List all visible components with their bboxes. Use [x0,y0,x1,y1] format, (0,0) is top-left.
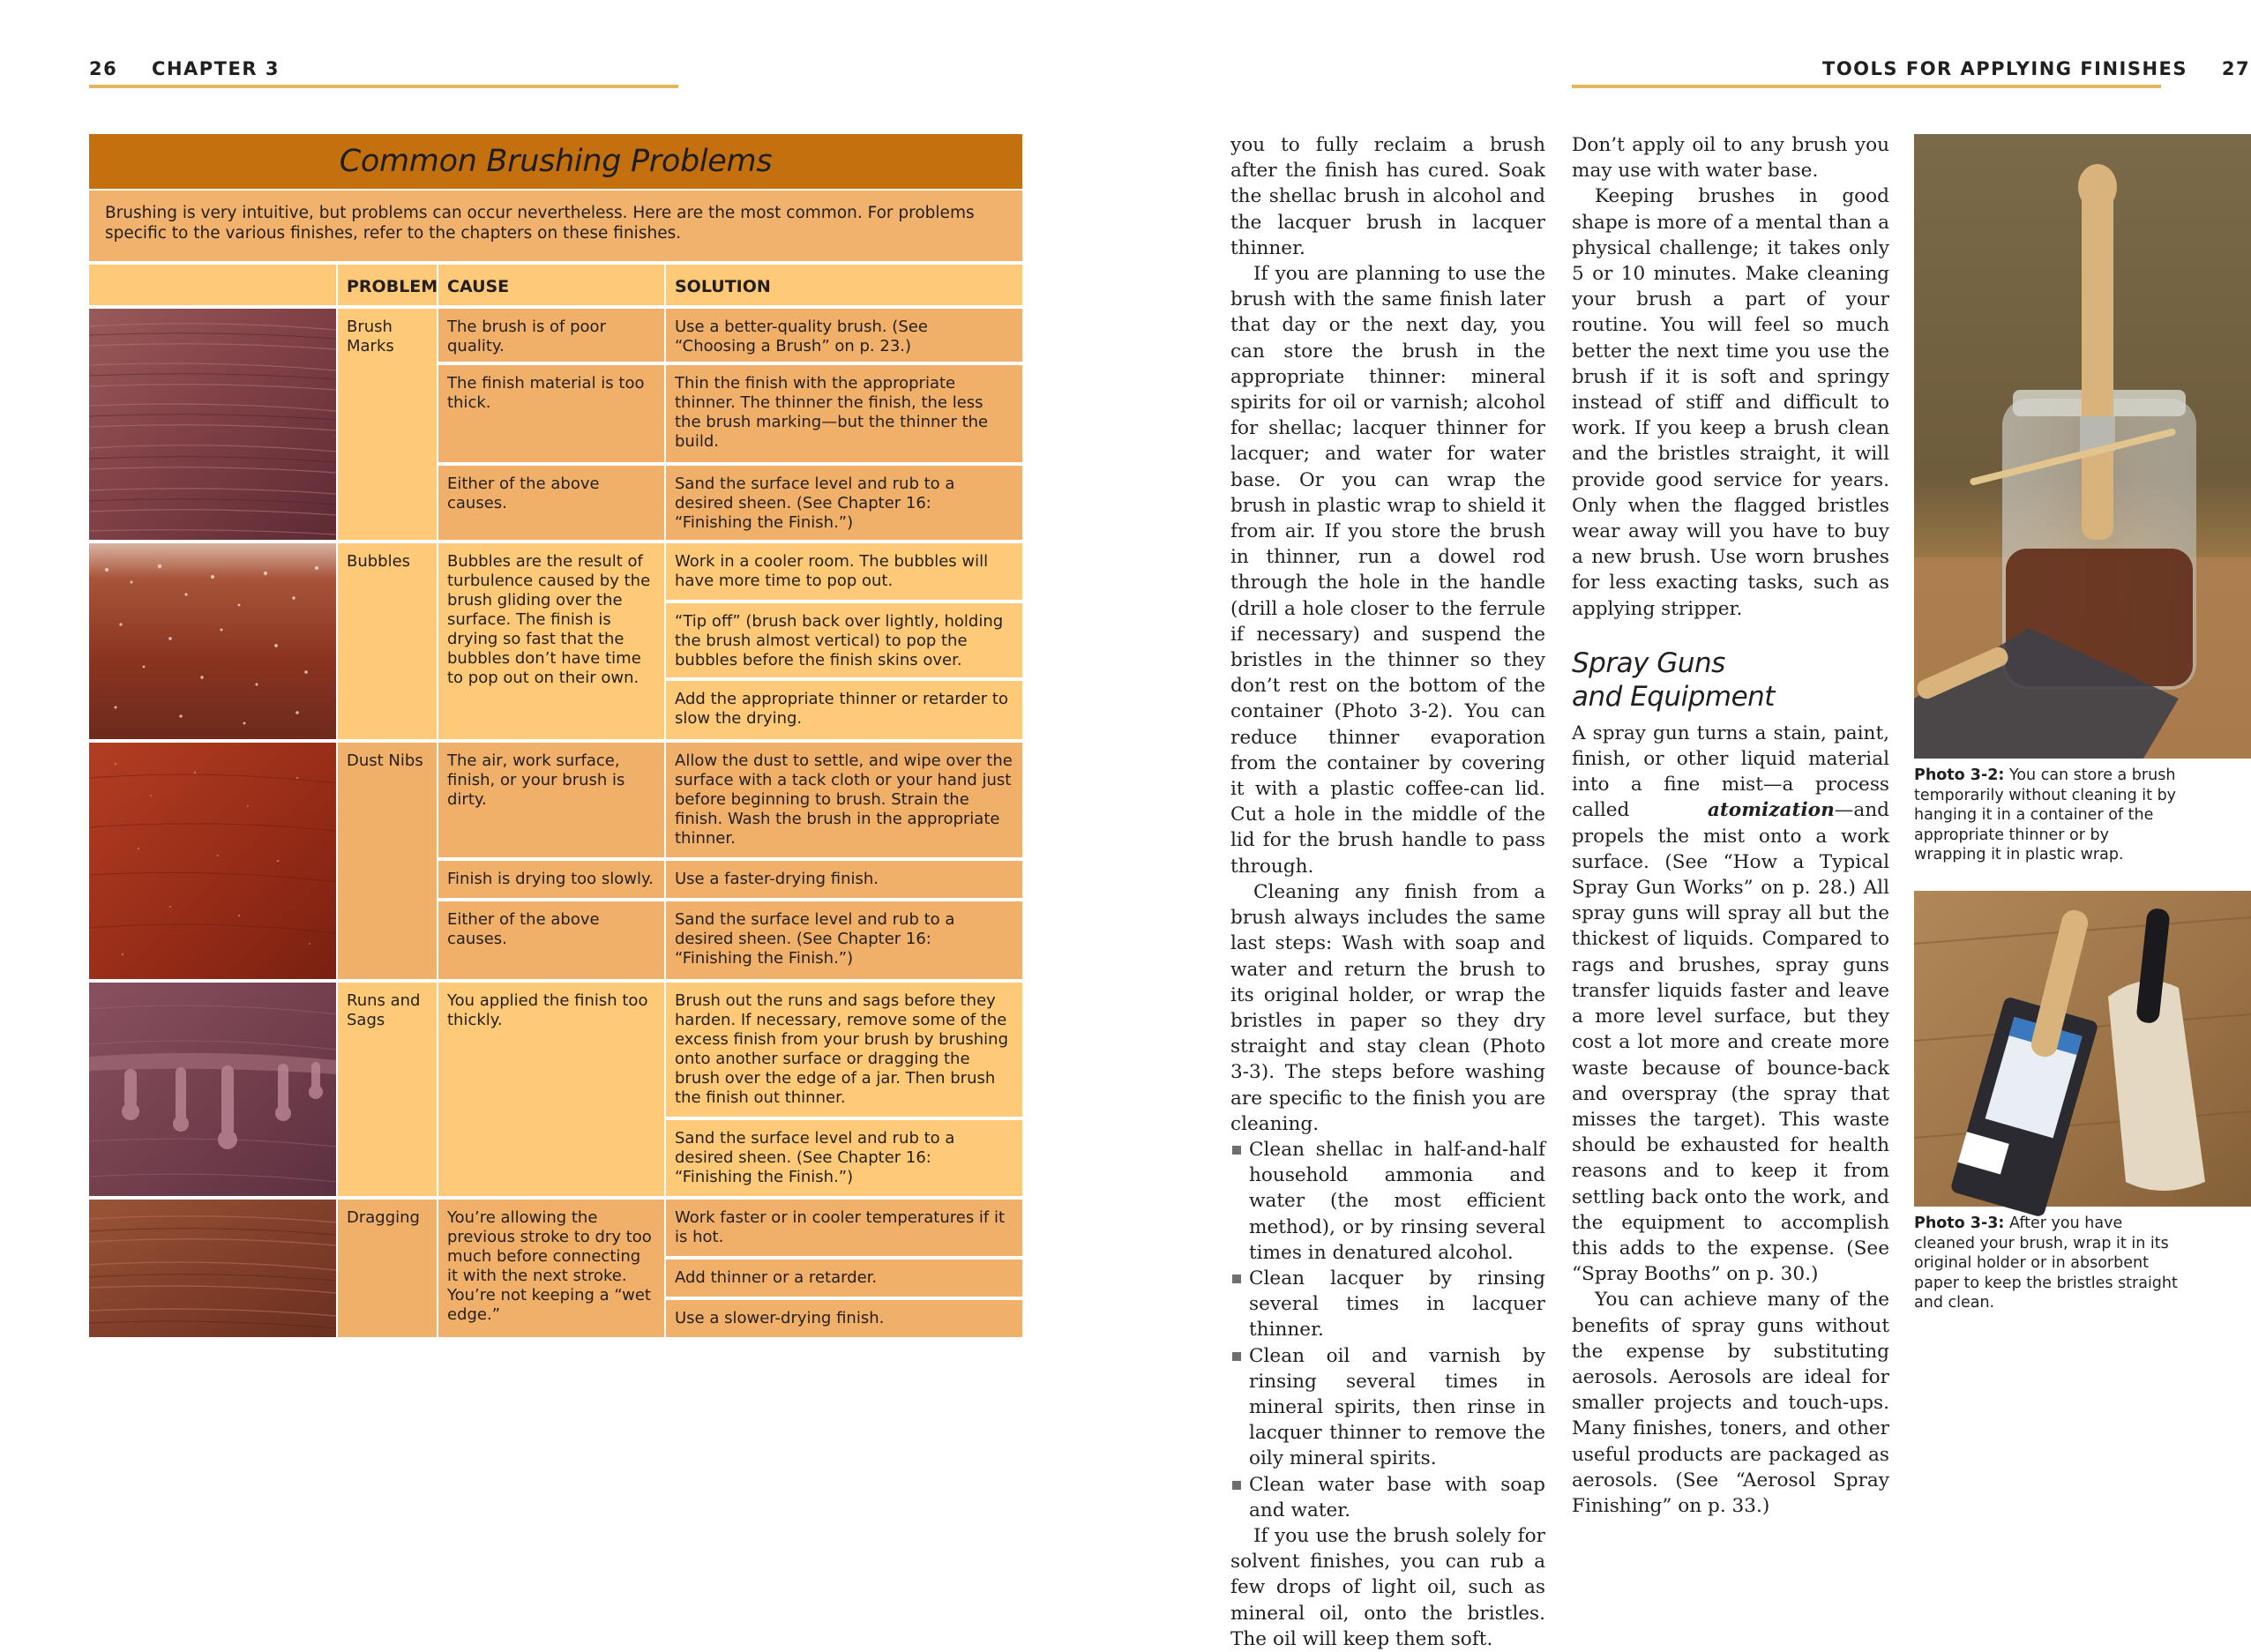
problem-runs-and-sags: Runs and Sags [338,983,437,1196]
photo-brush-in-jar [1914,134,2251,759]
solution-cell: Sand the surface level and rub to a desired sheen. (See Chapter 16: “Finishing the Finish.”) [666,901,1022,979]
left-running-head [89,58,280,79]
solution-cell: Thin the finish with the appropriate thinner. The thinner the finish, the less the brush marking—but the thinner the build. [666,365,1022,462]
cause-cell: Either of the above causes. [438,901,664,979]
list-item: Clean water base with soap and water. [1230,1472,1545,1523]
solution-cell: “Tip off” (brush back over lightly, holding the brush almost vertical) to pop the bubbles before the finish skins over. [666,603,1022,677]
cause-cell: Finish is drying too slowly. [438,861,664,898]
cause-cell: You’re allowing the previous stroke to dry too much before connecting it with the next stroke. You’re not keeping a “wet edge.” [438,1200,664,1337]
photo-3-3-caption [1914,1214,2179,1313]
list-item: Clean shellac in half-and-half household ammonia and water (the most efficient method), or by rinsing several times in denatured alcohol. [1230,1137,1545,1266]
paragraph: If you use the brush solely for solvent finishes, you can rub a few drops of light oil, such as mineral oil, onto the bristles. The oil will keep them soft. [1230,1524,1545,1650]
paragraph [1572,721,1889,1287]
paragraph: You can achieve many of the benefits of spray guns without the expense by substituting aerosols. Aerosols are ideal for smaller projects and touch-ups. Many finishes, toners, and other useful products are packaged as aerosols. (See “Aerosol Spray Finishing” on p. 33.) [1572,1289,1889,1517]
dragging-photo [89,1200,336,1337]
header-cause: CAUSE [438,265,664,305]
solution-cell: Work in a cooler room. The bubbles will have more time to pop out. [666,543,1022,600]
solution-cell: Add the appropriate thinner or retarder to slow the drying. [666,681,1022,739]
problem-brush-marks: Brush Marks [338,309,437,540]
text-run: A spray gun turns a stain, paint, finish, or other liquid material into a fine mist—a process called [1572,721,1889,822]
solution-cell: Use a slower-drying finish. [666,1300,1022,1337]
body-column-1 [1230,132,1545,1652]
paragraph: If you are planning to use the brush with the same finish later that day or the next day, you can store the brush in the appropriate thinner: mineral spirits for oil or varnish; alcohol for shellac; lacquer thinner for lacquer; and water for water base. Or you can wrap the brush in plastic wrap to shield it from air. If you store the brush in thinner, run a dowel rod through the hole in the handle (drill a hole closer to the ferrule if necessary) and suspend the bristles in the thinner so they don’t rest on the bottom of the container (Photo 3-2). You can reduce thinner evaporation from the container by covering it with a plastic coffee-can lid. Cut a hole in the middle of the lid for the brush handle to pass through. [1230,263,1545,878]
body-column-2 [1572,132,1889,1519]
header-problem: PROBLEM [338,265,437,305]
sidebar-intro: Brushing is very intuitive, but problems can occur nevertheless. Here are the most common. For problems specific to the various finishes, refer to the chapters on these finishes. [89,191,1022,261]
solution-cell: Sand the surface level and rub to a desired sheen. (See Chapter 16: “Finishing the Finish.”) [666,466,1022,540]
list-item: Clean oil and varnish by rinsing several times in mineral spirits, then rinse in lacquer thinner to remove the oily mineral spirits. [1230,1343,1545,1472]
caption-label: Photo 3-2: [1914,766,2005,784]
problem-dust-nibs: Dust Nibs [338,743,437,979]
right-running-head [1822,58,2250,79]
problem-bubbles: Bubbles [338,543,437,739]
section-label: TOOLS FOR APPLYING FINISHES [1822,58,2188,79]
solution-cell: Work faster or in cooler temperatures if it is hot. [666,1200,1022,1256]
heading-line: and Equipment [1572,680,1775,713]
solution-cell: Allow the dust to settle, and wipe over the surface with a tack cloth or your hand just before beginning to brush. Strain the finish. Wash the brush in the appropriate thinner. [666,743,1022,857]
caption-text: After you have cleaned your brush, wrap it in its original holder or in absorbent paper to keep the bristles straight and clean. [1914,1215,2178,1312]
cause-cell: Bubbles are the result of turbulence caused by the brush gliding over the surface. The finish is drying so fast that the bubbles don’t have time to pop out on their own. [438,543,664,739]
sidebar-title: Common Brushing Problems [89,134,1022,189]
paragraph: Keeping brushes in good shape is more of a mental than a physical challenge; it takes only 5 or 10 minutes. Make cleaning your brush a part of your routine. You will feel so much better the next time you use the brush if it is soft and springy instead of stiff and difficult to work. If you keep a brush clean and the bristles straight, it will provide good service for years. Only when the flagged bristles wear away will you have to buy a new brush. Use worn brushes for less exacting tasks, such as applying stripper. [1572,185,1889,620]
solution-cell: Sand the surface level and rub to a desired sheen. (See Chapter 16: “Finishing the Finish.”) [666,1120,1022,1196]
cause-cell: Either of the above causes. [438,466,664,540]
brushing-problems-sidebar [89,134,1022,1337]
problem-dragging: Dragging [338,1200,437,1337]
cleaning-bullet-list [1230,1137,1545,1523]
photo-3-2-caption [1914,766,2179,865]
paragraph: Don’t apply oil to any brush you may use with water base. [1572,134,1889,183]
term-atomization: atomization [1707,799,1835,822]
caption-label: Photo 3-3: [1914,1215,2005,1232]
cause-cell: The air, work surface, finish, or your brush is dirty. [438,743,664,857]
paragraph: Cleaning any finish from a brush always includes the same last steps: Wash with soap and water and return the brush to its original holder, or wrap the bristles in paper so they dry straight and stay clean (Photo 3-3). The steps before washing are specific to the finish you are cleaning. [1230,880,1545,1135]
caption-text: You can store a brush temporarily without cleaning it by hanging it in a container of the appropriate thinner or by wrapping it in plastic wrap. [1914,766,2177,863]
solution-cell: Use a faster-drying finish. [666,861,1022,898]
cause-cell: You applied the finish too thickly. [438,983,664,1196]
dust-nibs-photo [89,743,336,979]
runs-and-sags-photo [89,983,336,1196]
heading-line: Spray Guns [1572,647,1725,679]
right-head-rule [1572,85,2161,88]
header-blank-cell [89,265,336,305]
left-head-rule [89,85,678,88]
header-solution: SOLUTION [666,265,1022,305]
chapter-label: CHAPTER 3 [152,58,280,79]
brush-marks-photo [89,309,336,540]
left-page-number: 26 [89,58,118,79]
photo-brush-in-holder [1914,891,2251,1207]
right-page-number: 27 [2221,58,2251,79]
list-item: Clean lacquer by rinsing several times in lacquer thinner. [1230,1266,1545,1343]
bubbles-photo [89,543,336,739]
section-heading-spray-guns [1572,647,1889,714]
cause-cell: The brush is of poor quality. [438,309,664,362]
solution-cell: Add thinner or a retarder. [666,1260,1022,1297]
cause-cell: The finish material is too thick. [438,365,664,462]
text-run: —and propels the mist onto a work surface. (See “How a Typical Spray Gun Works” on p. 28.) All spray guns will spray all but the thickest of liquids. Compared to rags and brushes, spray guns transfer liquids faster and leave a more level surface, but they cost a lot more and create more waste because of bounce-back and overspray (the spray that misses the target). This waste should be exhausted for health reasons and to keep it from settling back onto the work, and the equipment to accomplish this adds to the expense. (See “Spray Booths” on p. 30.) [1572,799,1889,1286]
solution-cell: Brush out the runs and sags before they harden. If necessary, remove some of the excess finish from your brush by brushing onto another surface or dragging the brush over the edge of a jar. Then brush the finish out thinner. [666,983,1022,1117]
solution-cell: Use a better-quality brush. (See “Choosing a Brush” on p. 23.) [666,309,1022,362]
paragraph: you to fully reclaim a brush after the finish has cured. Soak the shellac brush in alcohol and the lacquer brush in lacquer thinner. [1230,134,1545,259]
